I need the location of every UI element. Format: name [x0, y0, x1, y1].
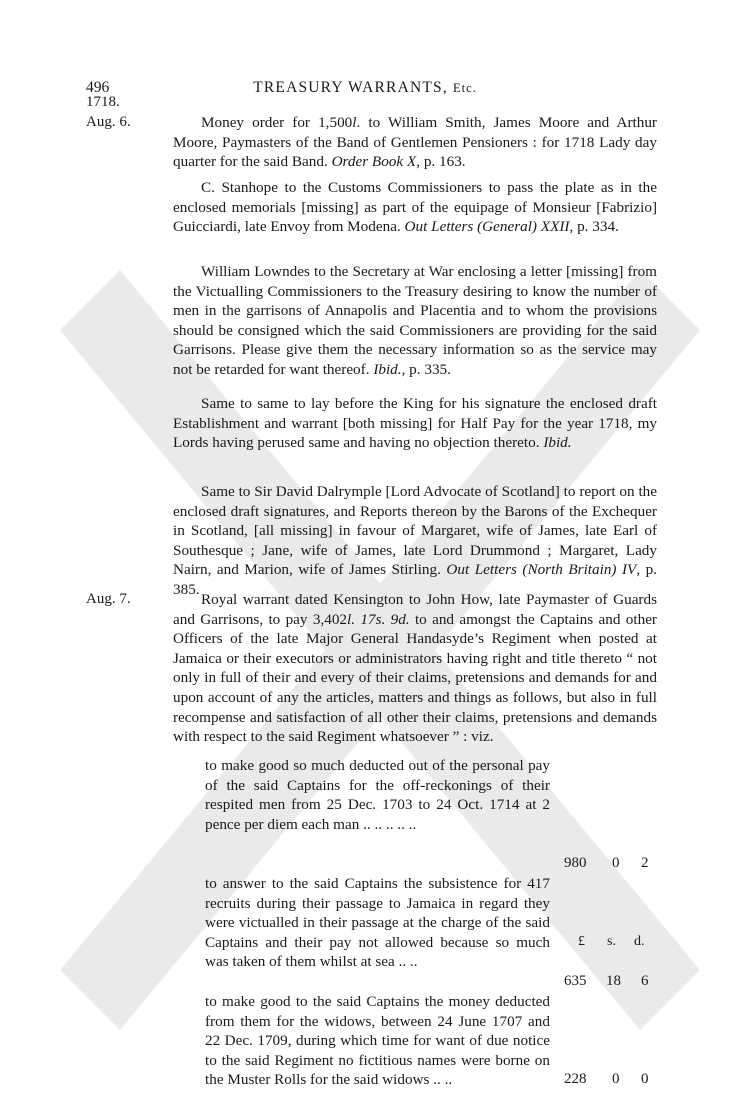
item-pounds: 635: [564, 973, 587, 989]
entry-text-italic: l: [352, 114, 357, 131]
shillings-header: s.: [607, 934, 616, 949]
item-pounds: 980: [564, 855, 587, 871]
year-label: 1718.: [86, 94, 120, 110]
entry-lowndes: [173, 262, 657, 380]
item-pence: 6: [641, 973, 649, 989]
entry-reference: Out Letters (North Britain) IV: [446, 561, 637, 579]
entry-text: Royal warrant dated Kensington to John How, late Paymaster of Guards and Garrisons, to pay 3,402: [173, 591, 657, 628]
item-text: to make good to the said Captains the money deducted from them for the widows, between 24 June 1707 and 22 Dec. 1709, during which time for want of due notice to the said Regiment no fictitious names were borne on the Muster Rolls for the said widows .. ..: [205, 993, 550, 1089]
date-aug-7: Aug. 7.: [86, 591, 131, 607]
entry-reference: Out Letters (General) XXII: [404, 218, 570, 236]
entry-text: to and amongst the Captains and other Officers of the late Major General Handasyde’s Regiment when posted at Jamaica or their executors or administrators having right and title thereto “ not only in full of their and every of their claims, pretensions and demands for and upon account of any the articles, matters and things as follows, but also in full recompense and satisfaction of all other their claims, pretensions and demands with respect to the said Regiment whatsoever ” : viz.: [173, 610, 657, 746]
item-pounds: 228: [564, 1071, 587, 1087]
item-text: to answer to the said Captains the subsistence for 417 recruits during their passage to Jamaica in regard they were victualled in their passage at the charge of the said Captains and their pay not allowed because so much was taken of them whilst at sea .. ..: [205, 875, 550, 971]
list-item: [205, 992, 550, 1090]
pounds-header: £: [578, 934, 585, 949]
entry-text: C. Stanhope to the Customs Commissioners to pass the plate as in the enclosed memorials [missing] as part of the equipage of Monsieur [Fabrizio] Guicciardi, late Envoy from Modena.: [173, 179, 657, 236]
entry-text: William Lowndes to the Secretary at War enclosing a letter [missing] from the Victualling Commissioners to the Treasury desiring to know the number of men in the garrisons of Annapolis and Placentia and to whom the provisions should be consigned which the said Commissioners are providing for the said Garrisons. Please give them the necessary information so as the service may not be retarded for want thereof.: [173, 263, 657, 378]
pence-header: d.: [634, 934, 645, 949]
date-aug-6: Aug. 6.: [86, 114, 131, 130]
entry-reference: Order Book X: [331, 153, 417, 171]
entry-royal-warrant: [173, 590, 657, 747]
entry-text: Same to same to lay before the King for his signature the enclosed draft Establishment and warrant [both missing] for Half Pay for the year 1718, my Lords having perused same and having no objection thereto.: [173, 395, 657, 452]
entry-reference: Ibid.: [543, 434, 572, 452]
item-pence: 0: [641, 1071, 649, 1087]
entry-dalrymple: [173, 482, 657, 600]
entry-reference: Ibid.: [373, 360, 402, 378]
entry-reference-page: , p. 335.: [401, 360, 451, 378]
item-shillings: 18: [606, 973, 621, 989]
list-item: [205, 874, 550, 972]
entry-text-italic: l. 17s. 9d.: [347, 610, 410, 628]
entry-text: Same to Sir David Dalrymple [Lord Advocate of Scotland] to report on the enclosed draft signatures, and Reports thereon by the Barons of the Exchequer in Scotland, [all missing] in favour of Margaret, wife of James, late Earl of Southesque ; Jane, wife of James, late Lord Drummond ; Margaret, Lady Nairn, and Marion, wife of James Stirling.: [173, 483, 657, 579]
item-text: to make good so much deducted out of the personal pay of the said Captains for the off-reckonings of their respited men from 25 Dec. 1703 to 24 Oct. 1714 at 2 pence per diem each man .. .. .. .. ..: [205, 757, 550, 833]
running-head-small: Etc.: [453, 81, 477, 95]
entry-reference-page: , p. 334.: [569, 218, 619, 236]
entry-reference-page: , p. 385.: [173, 561, 657, 598]
running-head-main: TREASURY WARRANTS,: [253, 79, 453, 96]
item-pence: 2: [641, 855, 649, 871]
list-item: [205, 756, 550, 834]
entry-stanhope: [173, 178, 657, 237]
entry-text: . to William Smith, James Moore and Arthur Moore, Paymasters of the Band of Gentlemen Pensioners : for 1718 Lady day quarter for the said Band.: [173, 114, 657, 171]
entry-text: Money order for 1,500: [201, 114, 353, 131]
entry-reference-page: , p. 163.: [416, 153, 466, 171]
item-shillings: 0: [612, 855, 620, 871]
page-number: 496: [86, 79, 110, 96]
item-shillings: 0: [612, 1071, 620, 1087]
entry-half-pay: [173, 394, 657, 453]
entry-money-order: [173, 113, 657, 172]
